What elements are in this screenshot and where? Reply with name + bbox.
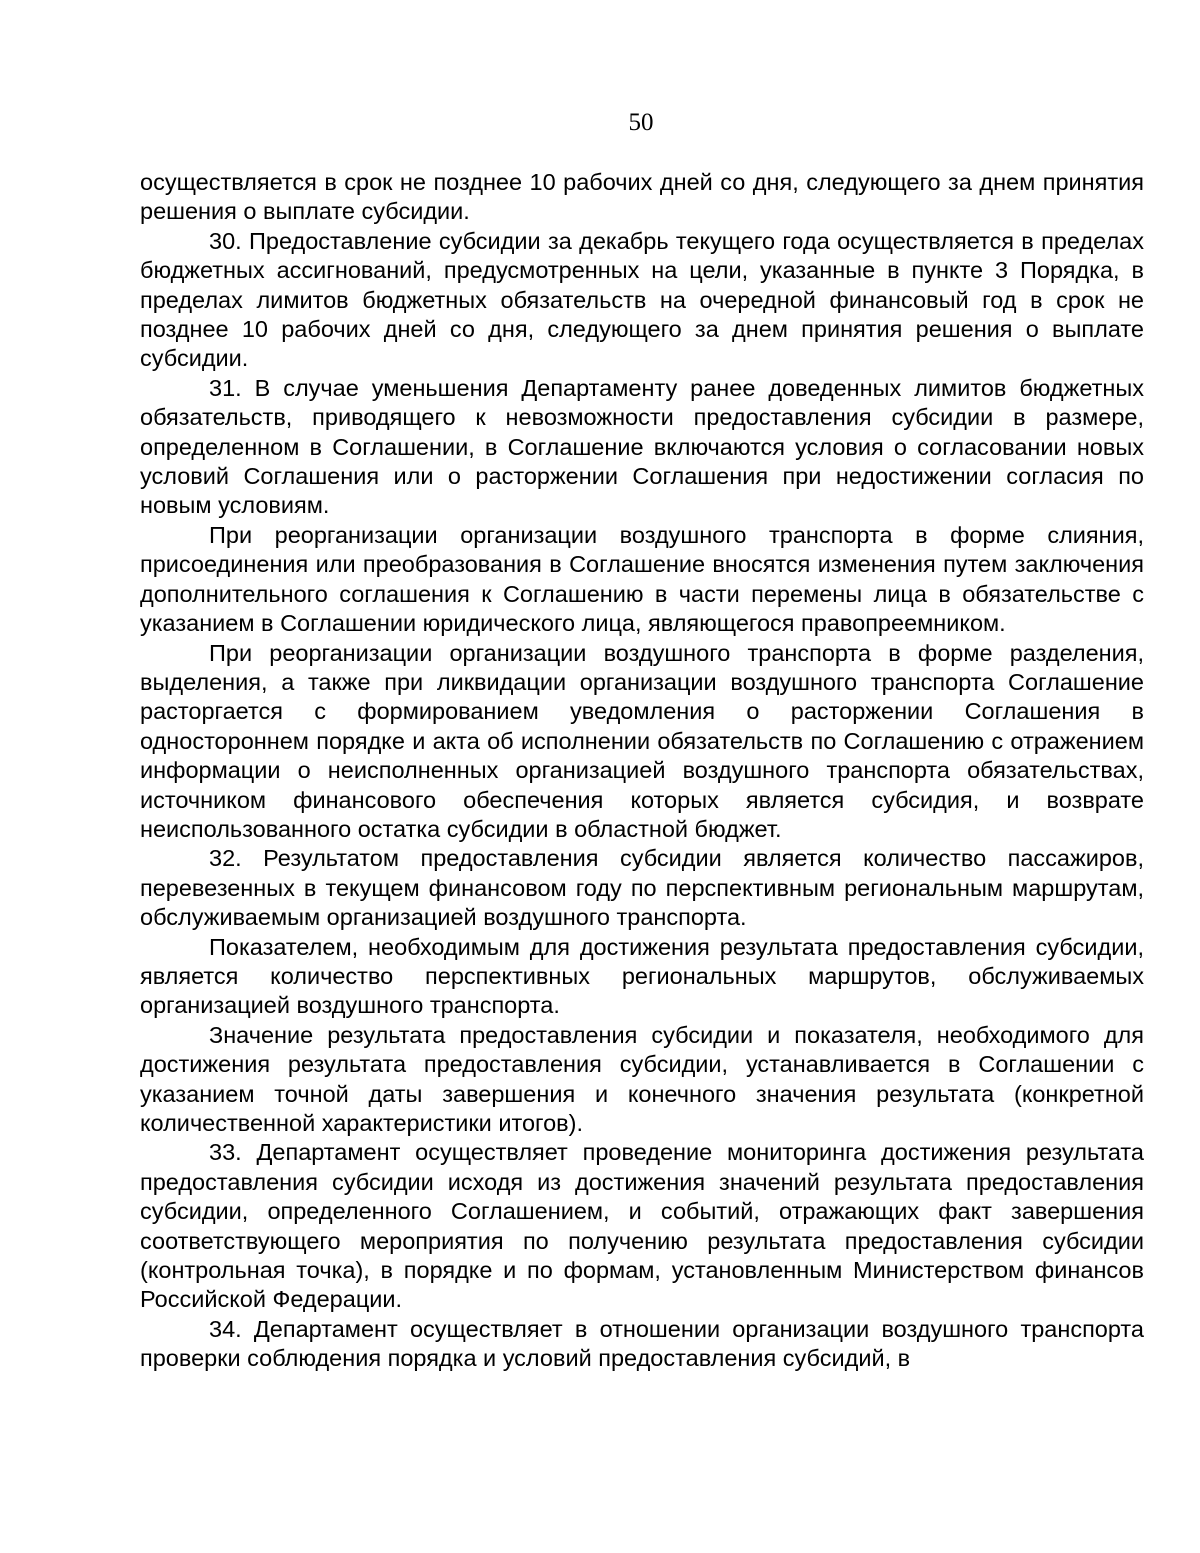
paragraph-result-value: Значение результата предоставления субсидии и показателя, необходимого для достижения результата предоставления субсидии, устанавливается в Соглашении с указанием точной даты завершения и конечного значения результата (конкретной количественной характеристики итогов). [140,1021,1144,1136]
document-body [140,168,1144,1374]
page-number: 50 [628,109,654,136]
paragraph-clause-30: 30. Предоставление субсидии за декабрь текущего года осуществляется в пределах бюджетных ассигнований, предусмотренных на цели, указанные в пункте 3 Порядка, в пределах лимитов бюджетных обязательств на очередной финансовый год в срок не позднее 10 рабочих дней со дня, следующего за днем принятия решения о выплате субсидии. [140,227,1144,372]
paragraph-clause-31: 31. В случае уменьшения Департаменту ранее доведенных лимитов бюджетных обязательств, приводящего к невозможности предоставления субсидии в размере, определенном в Соглашении, в Соглашение включаются условия о согласовании новых условий Соглашения или о расторжении Соглашения при недостижении согласия по новым условиям. [140,374,1144,519]
paragraph-reorganization-division: При реорганизации организации воздушного транспорта в форме разделения, выделения, а также при ликвидации организации воздушного транспорта Соглашение расторгается с формированием уведомления о расторжении Соглашения в одностороннем порядке и акта об исполнении обязательств по Соглашению с отражением информации о неисполненных организацией воздушного транспорта обязательствах, источником финансового обеспечения которых является субсидия, и возврате неиспользованного остатка субсидии в областной бюджет. [140,639,1144,842]
paragraph-continuation: осуществляется в срок не позднее 10 рабочих дней со дня, следующего за днем принятия решения о выплате субсидии. [140,169,1144,225]
paragraph-clause-33: 33. Департамент осуществляет проведение мониторинга достижения результата предоставления субсидии исходя из достижения значений результата предоставления субсидии, определенного Соглашением, и событий, отражающих факт завершения соответствующего мероприятия по получению результата предоставления субсидии (контрольная точка), в порядке и по формам, установленным Министерством финансов Российской Федерации. [140,1139,1144,1313]
paragraph-clause-34: 34. Департамент осуществляет в отношении организации воздушного транспорта проверки соблюдения порядка и условий предоставления субсидий, в [140,1315,1144,1372]
paragraph-indicator: Показателем, необходимым для достижения результата предоставления субсидии, является количество перспективных региональных маршрутов, обслуживаемых организацией воздушного транспорта. [140,933,1144,1019]
paragraph-reorganization-merger: При реорганизации организации воздушного транспорта в форме слияния, присоединения или преобразования в Соглашение вносятся изменения путем заключения дополнительного соглашения к Соглашению в части перемены лица в обязательстве с указанием в Соглашении юридического лица, являющегося правопреемником. [140,521,1144,637]
paragraph-clause-32: 32. Результатом предоставления субсидии является количество пассажиров, перевезенных в текущем финансовом году по перспективным региональным маршрутам, обслуживаемым организацией воздушного транспорта. [140,845,1144,931]
